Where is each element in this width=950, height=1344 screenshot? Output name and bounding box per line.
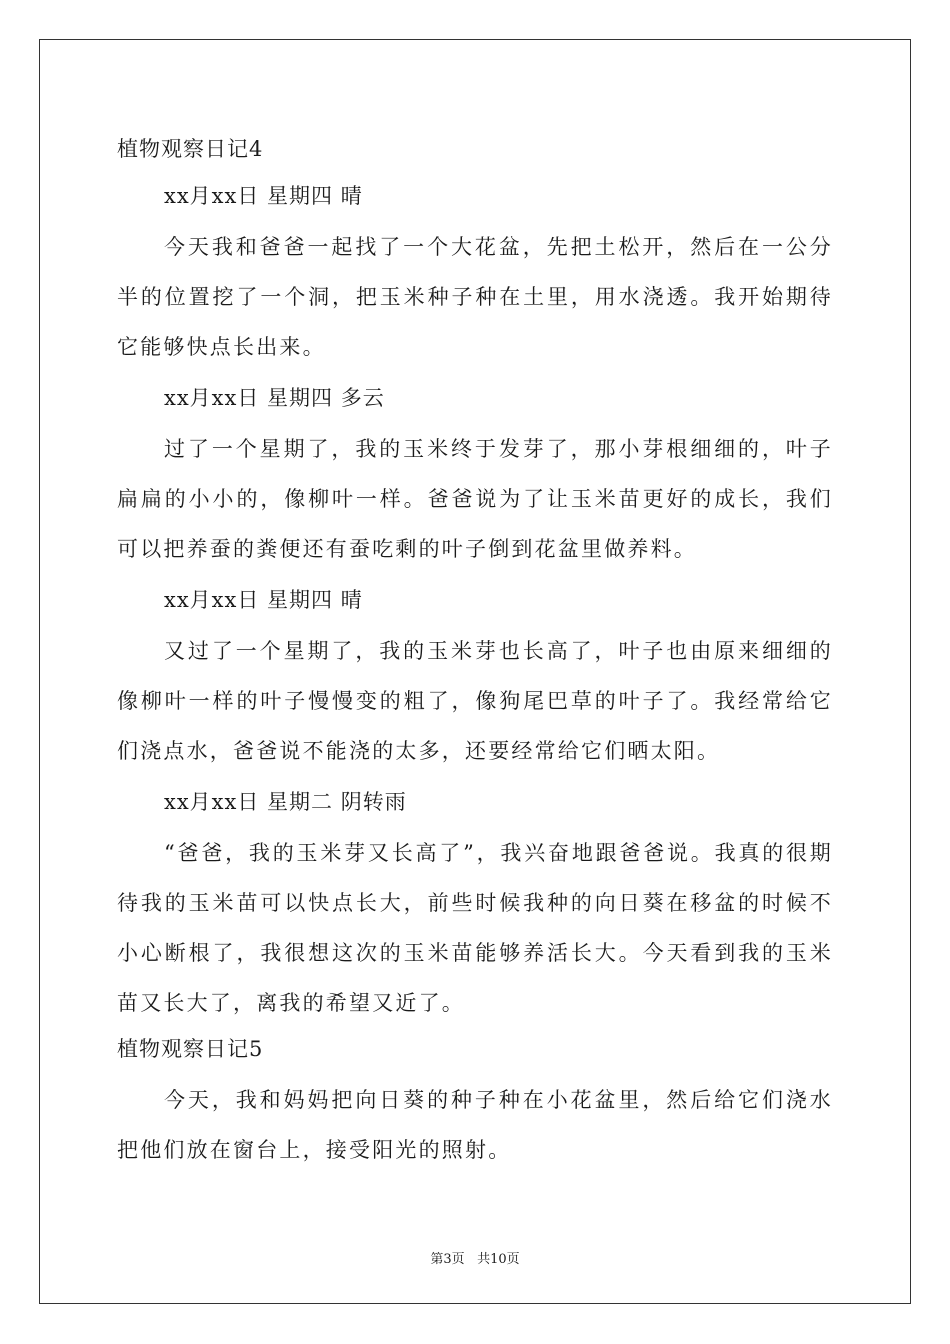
entry-date: xx月xx日 星期四 晴 xyxy=(164,184,363,208)
section-heading: 植物观察日记4 xyxy=(117,137,264,161)
entry-paragraph: 过了一个星期了，我的玉米终于发芽了，那小芽根细细的，叶子扁扁的小小的，像柳叶一样。爸爸说为了让玉米苗更好的成长，我们可以把养蚕的粪便还有蚕吃剩的叶子倒到花盆里做养料。 xyxy=(117,437,833,561)
entry-paragraph: 今天我和爸爸一起找了一个大花盆，先把土松开，然后在一公分半的位置挖了一个洞，把玉米种子种在土里，用水浇透。我开始期待它能够快点长出来。 xyxy=(117,235,833,359)
page-footer xyxy=(0,1248,950,1267)
document-body xyxy=(117,128,833,1175)
entry-date: xx月xx日 星期四 晴 xyxy=(164,588,363,612)
entry-paragraph: “爸爸，我的玉米芽又长高了”，我兴奋地跟爸爸说。我真的很期待我的玉米苗可以快点长大，前些时候我种的向日葵在移盆的时候不小心断根了，我很想这次的玉米苗能够养活长大。今天看到我的玉米苗又长大了，离我的希望又近了。 xyxy=(117,841,833,1015)
page-total: 共10页 xyxy=(477,1252,520,1267)
entry-date: xx月xx日 星期二 阴转雨 xyxy=(164,790,407,814)
page-number: 第3页 xyxy=(430,1252,465,1267)
entry-date: xx月xx日 星期四 多云 xyxy=(164,386,385,410)
entry-paragraph: 又过了一个星期了，我的玉米芽也长高了，叶子也由原来细细的像柳叶一样的叶子慢慢变的粗了，像狗尾巴草的叶子了。我经常给它们浇点水，爸爸说不能浇的太多，还要经常给它们晒太阳。 xyxy=(117,639,833,763)
entry-paragraph: 今天，我和妈妈把向日葵的种子种在小花盆里，然后给它们浇水把他们放在窗台上，接受阳光的照射。 xyxy=(117,1088,833,1162)
section-heading: 植物观察日记5 xyxy=(117,1037,264,1061)
